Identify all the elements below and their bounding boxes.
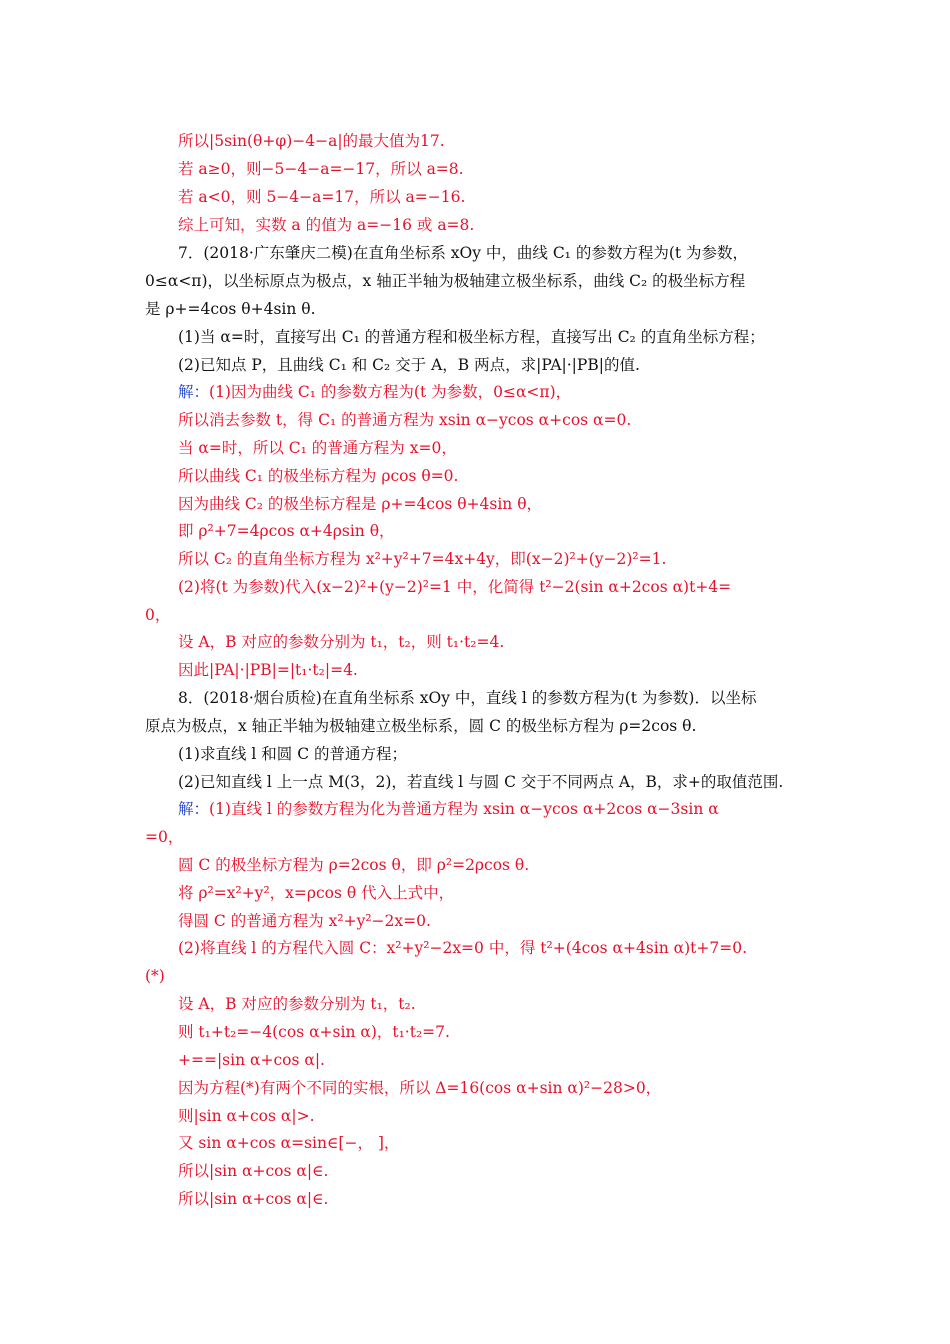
line-text: (2)已知点 P，且曲线 C₁ 和 C₂ 交于 A，B 两点，求|PA|·|PB|的值. xyxy=(178,356,640,374)
line-text: +==|sin α+cos α|. xyxy=(178,1051,325,1069)
line-text: 综上可知，实数 a 的值为 a=−16 或 a=8. xyxy=(178,216,475,234)
line-text: 7．(2018·广东肇庆二模)在直角坐标系 xOy 中，曲线 C₁ 的参数方程为(t 为参数， xyxy=(178,244,749,262)
line-text: 0， xyxy=(145,606,171,624)
solution-label: 解： xyxy=(178,383,210,401)
line-text: 所以消去参数 t，得 C₁ 的普通方程为 xsin α−ycos α+cos α=0. xyxy=(178,411,632,429)
line-text: 则 t₁+t₂=−4(cos α+sin α)，t₁·t₂=7. xyxy=(178,1023,450,1041)
text-line xyxy=(178,215,474,235)
text-line xyxy=(145,827,183,847)
text-line xyxy=(178,799,719,819)
line-text: 将 ρ²=x²+y²，x=ρcos θ 代入上式中， xyxy=(178,884,455,902)
line-text: 所以|sin α+cos α|∈. xyxy=(178,1190,329,1208)
line-text: 即 ρ²+7=4ρcos α+4ρsin θ， xyxy=(178,522,395,540)
line-text: 因为方程(*)有两个不同的实根，所以 Δ=16(cos α+sin α)²−28>0， xyxy=(178,1079,662,1097)
line-text: 因此|PA|·|PB|=|t₁·t₂|=4. xyxy=(178,661,358,679)
line-text: 设 A，B 对应的参数分别为 t₁，t₂. xyxy=(178,995,416,1013)
line-text: 因为曲线 C₂ 的极坐标方程是 ρ+=4cos θ+4sin θ， xyxy=(178,495,543,513)
text-line xyxy=(178,131,445,151)
text-line xyxy=(178,243,748,263)
text-line xyxy=(178,187,465,207)
text-line xyxy=(178,911,431,931)
line-text: (1)直线 l 的参数方程为化为普通方程为 xsin α−ycos α+2cos α−3sin α xyxy=(209,800,719,818)
text-line xyxy=(178,688,756,708)
text-line xyxy=(178,1106,315,1126)
text-line xyxy=(178,549,666,569)
text-line xyxy=(178,521,395,541)
line-text: (2)已知直线 l 上一点 M(3，2)，若直线 l 与圆 C 交于不同两点 A，B，求+的取值范围. xyxy=(178,773,784,791)
line-text: 所以曲线 C₁ 的极坐标方程为 ρcos θ=0. xyxy=(178,467,459,485)
text-line xyxy=(178,410,631,430)
text-line xyxy=(178,355,640,375)
solution-label: 解： xyxy=(178,800,210,818)
text-line xyxy=(178,577,731,597)
text-line xyxy=(145,299,316,319)
line-text: 0≤α<π)，以坐标原点为极点，x 轴正半轴为极轴建立极坐标系，曲线 C₂ 的极坐标方程 xyxy=(145,272,746,290)
line-text: 则|sin α+cos α|>. xyxy=(178,1107,315,1125)
text-line xyxy=(178,438,457,458)
text-line xyxy=(178,994,416,1014)
line-text: 是 ρ+=4cos θ+4sin θ. xyxy=(145,300,316,318)
line-text: 又 sin α+cos α=sin∈[−， ]， xyxy=(178,1134,400,1152)
text-line xyxy=(178,1078,661,1098)
text-line xyxy=(178,1050,325,1070)
line-text: (1)当 α=时，直接写出 C₁ 的普通方程和极坐标方程，直接写出 C₂ 的直角坐标方程； xyxy=(178,328,765,346)
text-line xyxy=(178,855,529,875)
line-text: (2)将直线 l 的方程代入圆 C：x²+y²−2x=0 中，得 t²+(4cos α+4sin α)t+7=0. xyxy=(178,939,747,957)
line-text: 8．(2018·烟台质检)在直角坐标系 xOy 中，直线 l 的参数方程为(t 为参数)．以坐标 xyxy=(178,689,757,707)
line-text: 设 A，B 对应的参数分别为 t₁，t₂，则 t₁·t₂=4. xyxy=(178,633,505,651)
line-text: (*) xyxy=(145,967,165,985)
line-text: (2)将(t 为参数)代入(x−2)²+(y−2)²=1 中，化简得 t²−2(sin α+2cos α)t+4= xyxy=(178,578,732,596)
line-text: (1)求直线 l 和圆 C 的普通方程； xyxy=(178,745,407,763)
line-text: 原点为极点，x 轴正半轴为极轴建立极坐标系，圆 C 的极坐标方程为 ρ=2cos θ. xyxy=(145,717,697,735)
line-text: 圆 C 的极坐标方程为 ρ=2cos θ，即 ρ²=2ρcos θ. xyxy=(178,856,530,874)
text-line xyxy=(145,966,165,986)
text-line xyxy=(178,632,504,652)
text-line xyxy=(145,716,696,736)
line-text: 所以 C₂ 的直角坐标方程为 x²+y²+7=4x+4y，即(x−2)²+(y−2)²=1. xyxy=(178,550,667,568)
text-line xyxy=(178,1189,328,1209)
text-line xyxy=(178,494,542,514)
text-line xyxy=(178,382,571,402)
text-line xyxy=(178,327,765,347)
line-text: (1)因为曲线 C₁ 的参数方程为(t 为参数，0≤α<π)， xyxy=(209,383,572,401)
line-text: =0， xyxy=(145,828,184,846)
text-line xyxy=(178,744,407,764)
text-line xyxy=(178,1022,450,1042)
line-text: 若 a<0，则 5−4−a=17，所以 a=−16. xyxy=(178,188,466,206)
text-line xyxy=(178,883,454,903)
text-line xyxy=(145,271,745,291)
line-text: 当 α=时，所以 C₁ 的普通方程为 x=0， xyxy=(178,439,457,457)
line-text: 所以|sin α+cos α|∈. xyxy=(178,1162,329,1180)
text-line xyxy=(178,466,458,486)
text-line xyxy=(145,605,170,625)
line-text: 得圆 C 的普通方程为 x²+y²−2x=0. xyxy=(178,912,431,930)
text-line xyxy=(178,159,464,179)
line-text: 若 a≥0，则−5−4−a=−17，所以 a=8. xyxy=(178,160,464,178)
text-line xyxy=(178,1161,328,1181)
text-line xyxy=(178,1133,399,1153)
text-line xyxy=(178,660,358,680)
text-line xyxy=(178,772,783,792)
text-line xyxy=(178,938,747,958)
line-text: 所以|5sin(θ+φ)−4−a|的最大值为17. xyxy=(178,132,445,150)
